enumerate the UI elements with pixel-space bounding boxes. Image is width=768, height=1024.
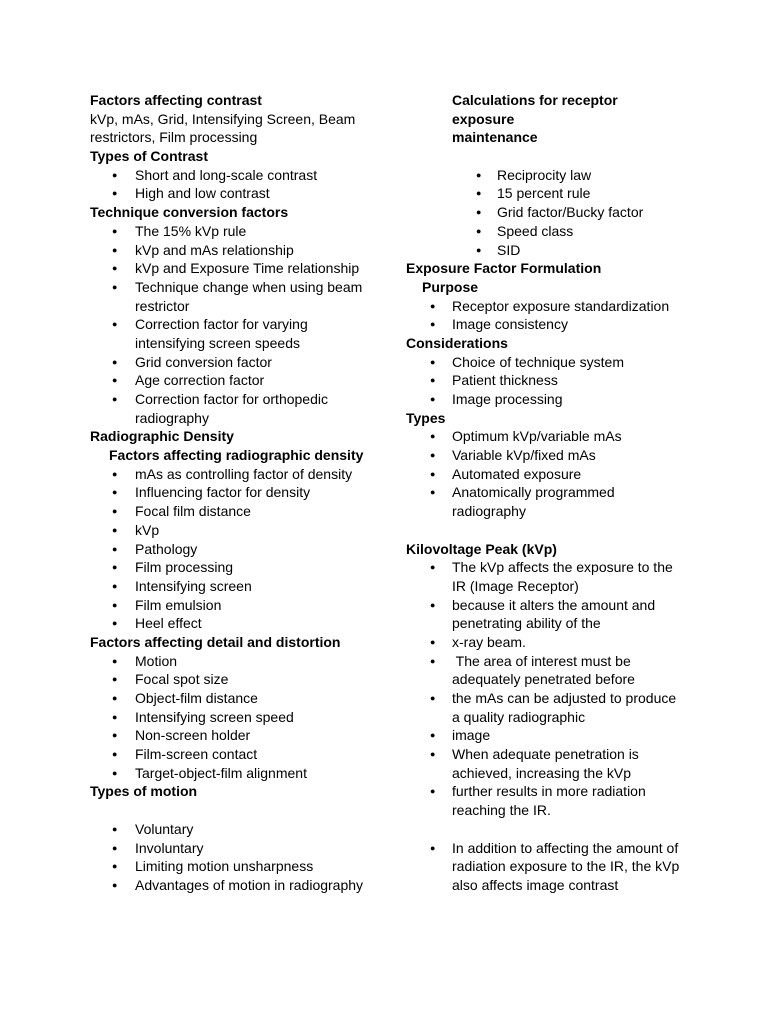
heading-technique-conversion-factors: Technique conversion factors — [90, 204, 289, 221]
list-item: ● x-ray beam. — [406, 633, 696, 652]
list-item: ● SID — [406, 241, 696, 260]
heading-detail-and-distortion: Factors affecting detail and distortion — [90, 633, 341, 650]
list-item: ● The 15% kVp rule — [90, 222, 385, 241]
list-item-continuation: a quality radiographic — [452, 708, 586, 725]
list-item: ● Influencing factor for density — [90, 483, 385, 502]
list-item: ● Grid conversion factor — [90, 353, 385, 372]
list-item: ● Intensifying screen speed — [90, 708, 385, 727]
paragraph-line: kVp, mAs, Grid, Intensifying Screen, Beam — [90, 110, 356, 127]
heading-types-of-motion: Types of motion — [90, 783, 198, 800]
list-item: ● The kVp affects the exposure to the — [406, 558, 696, 577]
list-item: ● Technique change when using beam — [90, 278, 385, 297]
list-item: ● Image consistency — [406, 315, 696, 334]
list-item: ● Grid factor/Bucky factor — [406, 203, 696, 222]
heading-radiographic-density: Radiographic Density — [90, 428, 234, 445]
list-item: ● Target-object-film alignment — [90, 764, 385, 783]
list-item: ● Involuntary — [90, 839, 385, 858]
list-item: ● because it alters the amount and — [406, 596, 696, 615]
list-item: ● Automated exposure — [406, 465, 696, 484]
heading-types-of-contrast: Types of Contrast — [90, 148, 208, 165]
list-item: ● Patient thickness — [406, 371, 696, 390]
list-item-continuation: intensifying screen speeds — [135, 334, 300, 351]
heading-factors-affecting-contrast: Factors affecting contrast — [90, 92, 262, 108]
subheading-factors-affecting-density: Factors affecting radiographic density — [109, 447, 364, 464]
list-item: ● High and low contrast — [90, 184, 385, 203]
blank-line — [406, 521, 696, 540]
list-item: ● Image processing — [406, 390, 696, 409]
list-item: ● Reciprocity law — [406, 166, 696, 185]
list-item: ● Non-screen holder — [90, 726, 385, 745]
list-item: ● Limiting motion unsharpness — [90, 857, 385, 876]
list-item: ● Optimum kVp/variable mAs — [406, 427, 696, 446]
list-item: ● Film processing — [90, 558, 385, 577]
heading-calculations: Calculations for receptor — [452, 92, 618, 108]
list-item-continuation: radiation exposure to the IR, the kVp — [452, 858, 680, 875]
heading-exposure-factor-formulation: Exposure Factor Formulation — [406, 260, 602, 277]
list-item: ● image — [406, 726, 696, 745]
list-item-continuation: achieved, increasing the kVp — [452, 764, 631, 781]
list-item: ● further results in more radiation — [406, 782, 696, 801]
blank-line — [406, 820, 696, 839]
list-item-continuation: adequately penetrated before — [452, 671, 635, 688]
list-item: ● mAs as controlling factor of density — [90, 465, 385, 484]
list-item: ● Pathology — [90, 540, 385, 559]
list-item: ● Variable kVp/fixed mAs — [406, 446, 696, 465]
list-item: ● Motion — [90, 652, 385, 671]
blank-line — [90, 801, 385, 820]
blank-line — [406, 147, 696, 166]
list-item-continuation: also affects image contrast — [452, 876, 619, 893]
right-column — [406, 91, 696, 895]
heading-calculations-line3: maintenance — [452, 129, 538, 146]
list-item-continuation: radiography — [135, 409, 209, 426]
list-item: ● Short and long-scale contrast — [90, 166, 385, 185]
list-item: ● Film-screen contact — [90, 745, 385, 764]
list-item: ● Correction factor for varying — [90, 315, 385, 334]
heading-calculations-line2: exposure — [452, 110, 515, 127]
list-item: ● Receptor exposure standardization — [406, 297, 696, 316]
list-item-continuation: restrictor — [135, 297, 190, 314]
list-item: ● Anatomically programmed — [406, 483, 696, 502]
list-item: ● Focal film distance — [90, 502, 385, 521]
list-item: ● Heel effect — [90, 614, 385, 633]
heading-types: Types — [406, 409, 446, 426]
list-item: ● kVp and Exposure Time relationship — [90, 259, 385, 278]
list-item: ● kVp — [90, 521, 385, 540]
list-item: ● In addition to affecting the amount of — [406, 839, 696, 858]
list-item: ● kVp and mAs relationship — [90, 241, 385, 260]
list-item: ● 15 percent rule — [406, 184, 696, 203]
list-item-continuation: IR (Image Receptor) — [452, 577, 579, 594]
list-item: ● the mAs can be adjusted to produce — [406, 689, 696, 708]
list-item-continuation: radiography — [452, 503, 526, 520]
subheading-purpose: Purpose — [422, 278, 479, 295]
list-item: ● When adequate penetration is — [406, 745, 696, 764]
list-item: ● Object-film distance — [90, 689, 385, 708]
list-item: ● Correction factor for orthopedic — [90, 390, 385, 409]
list-item-continuation: reaching the IR. — [452, 802, 551, 819]
list-item: ● Speed class — [406, 222, 696, 241]
list-item: ● Choice of technique system — [406, 353, 696, 372]
list-item: ● Age correction factor — [90, 371, 385, 390]
list-item: ● Intensifying screen — [90, 577, 385, 596]
list-item: ● Focal spot size — [90, 670, 385, 689]
list-item: ● Film emulsion — [90, 596, 385, 615]
list-item-continuation: penetrating ability of the — [452, 615, 601, 632]
list-item: ● Advantages of motion in radiography — [90, 876, 385, 895]
list-item: ● The area of interest must be — [406, 652, 696, 671]
list-item: ● Voluntary — [90, 820, 385, 839]
paragraph-line: restrictors, Film processing — [90, 129, 258, 146]
heading-kilovoltage-peak: Kilovoltage Peak (kVp) — [406, 540, 557, 557]
left-column — [90, 91, 385, 895]
heading-considerations: Considerations — [406, 334, 508, 351]
